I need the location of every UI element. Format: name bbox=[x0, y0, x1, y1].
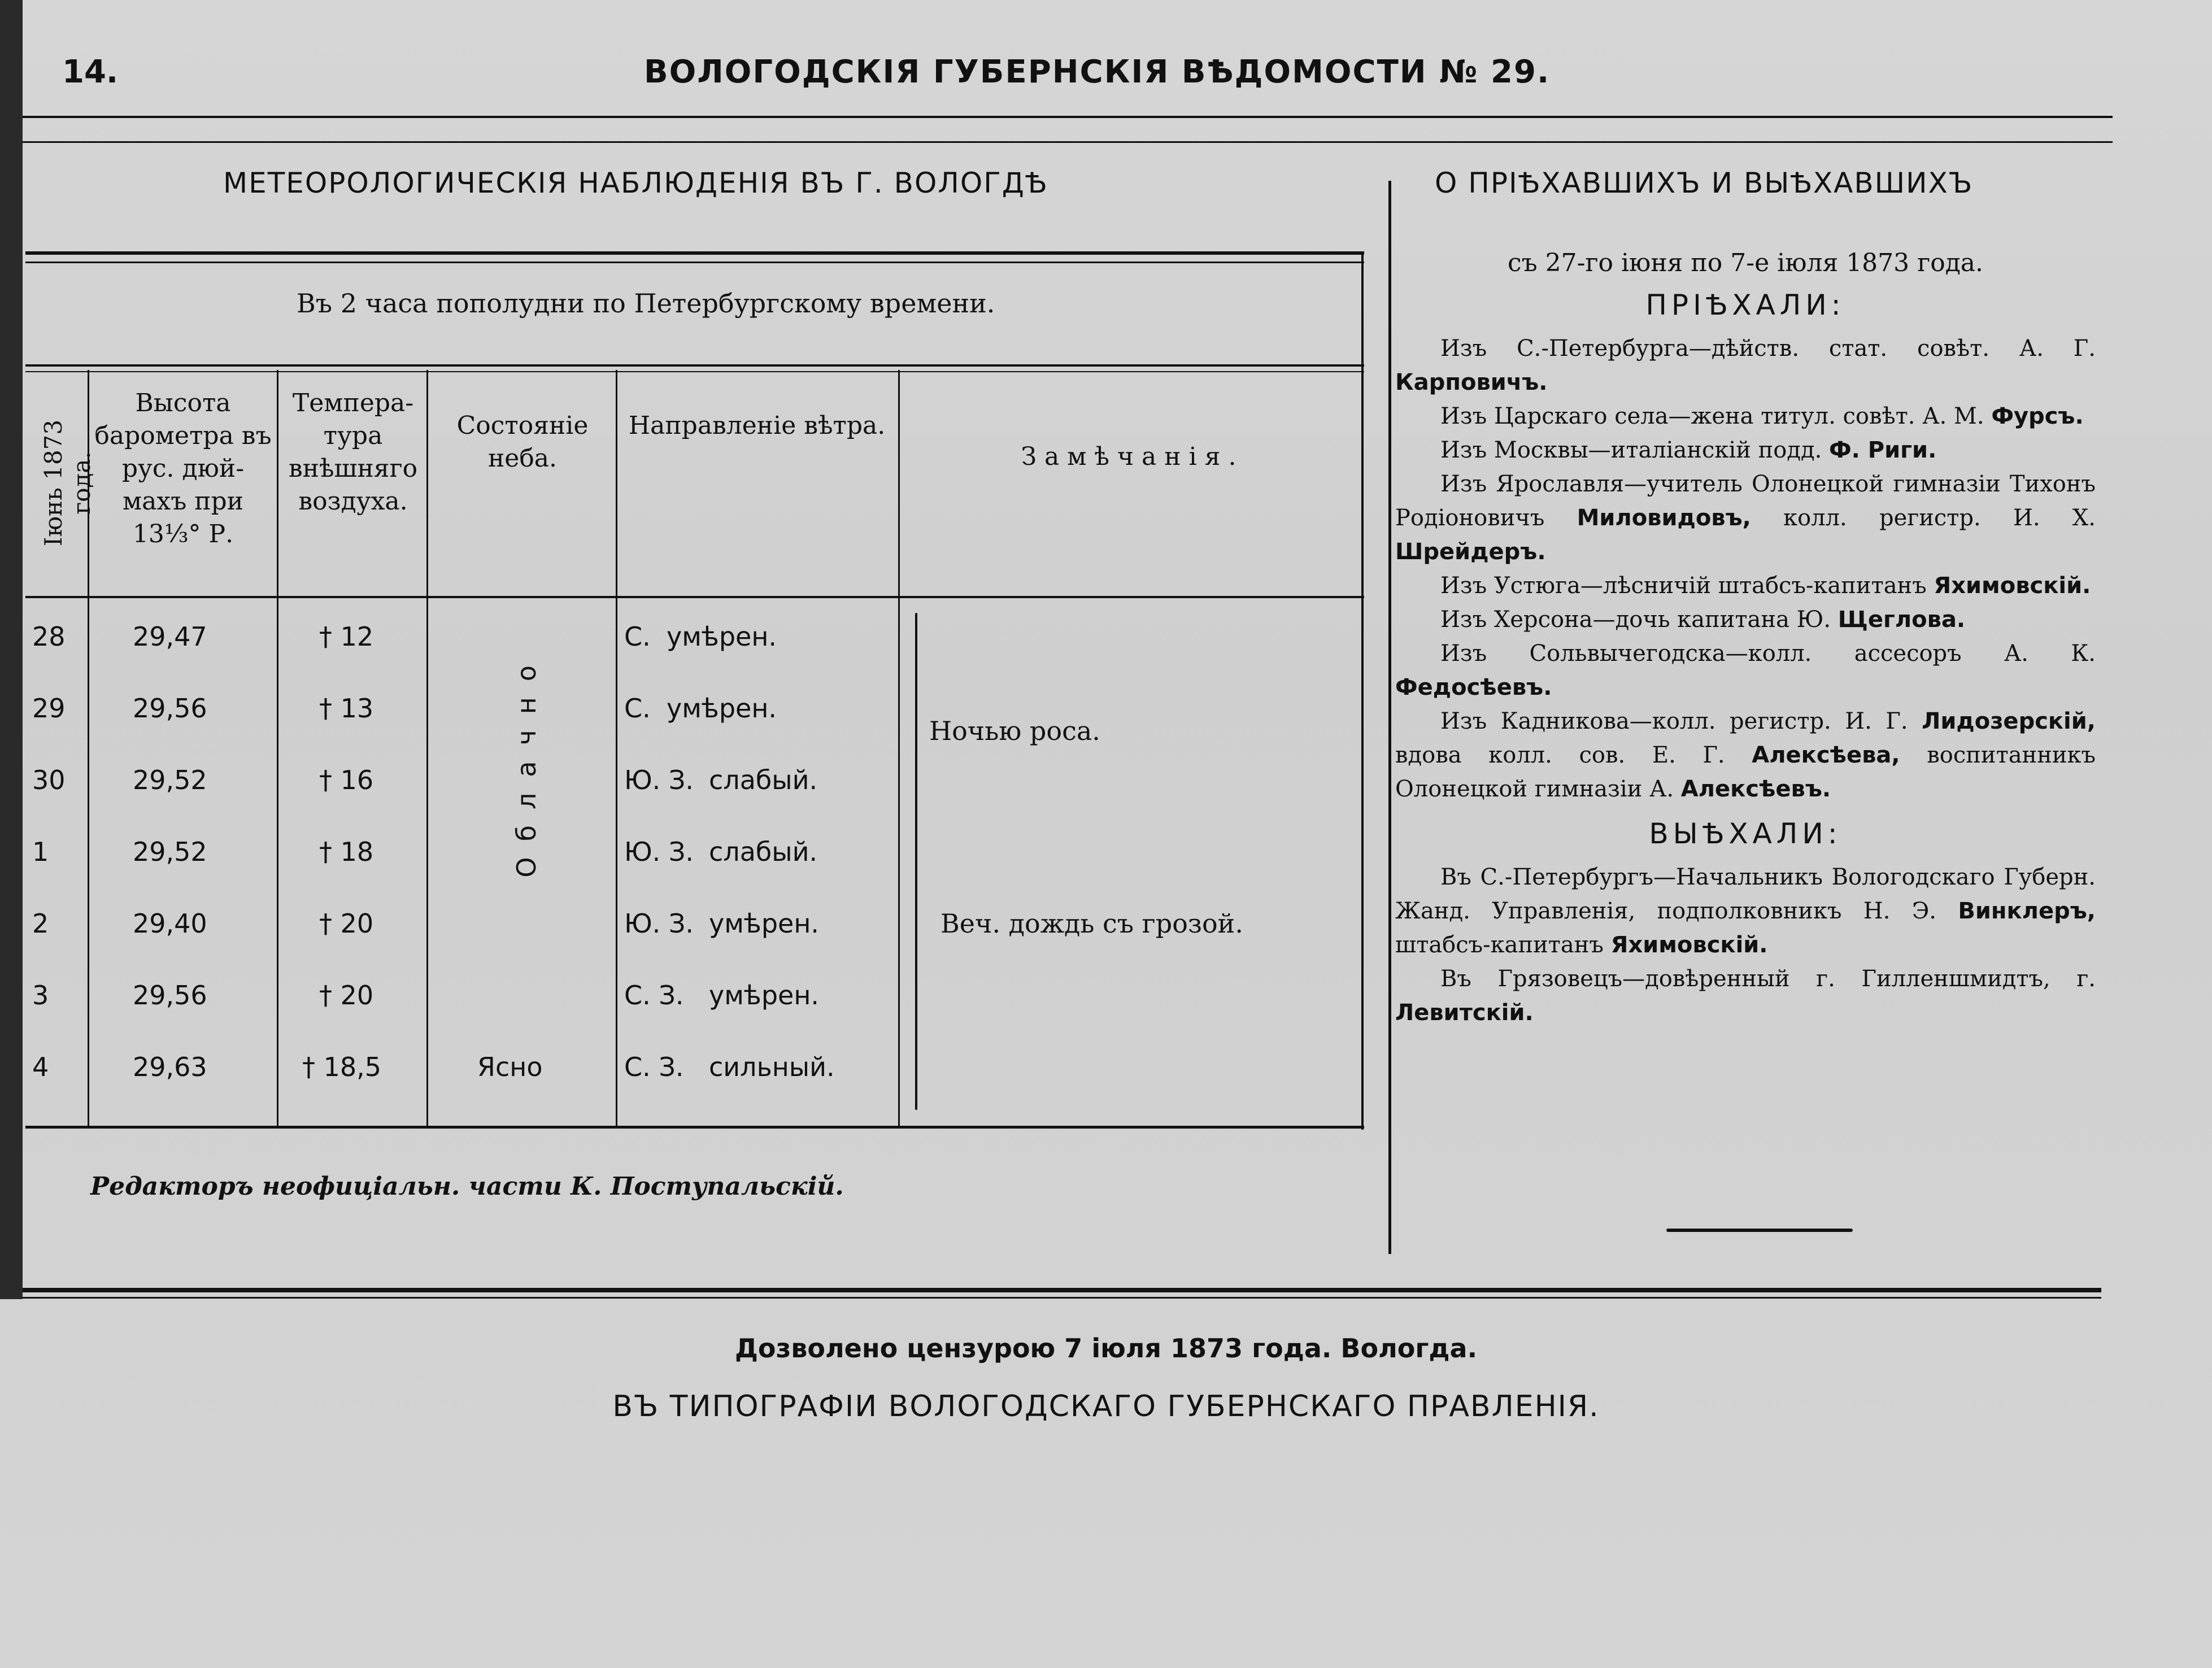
closing-swash bbox=[1666, 1229, 1853, 1232]
row-wind-direction: С. bbox=[624, 693, 651, 724]
row-barometer: 29,52 bbox=[133, 837, 207, 867]
row-date: 4 bbox=[32, 1052, 49, 1082]
person-name: Фурсъ. bbox=[1991, 403, 2084, 429]
page-header bbox=[62, 54, 2144, 99]
person-name: Ф. Риги. bbox=[1829, 437, 1937, 463]
sky-vertical-label: Облачно bbox=[511, 650, 542, 878]
row-wind-strength: умѣрен. bbox=[667, 621, 777, 652]
row-temperature: † 20 bbox=[319, 908, 374, 939]
row-remark: Веч. дождь съ грозой. bbox=[940, 908, 1243, 939]
travel-entry bbox=[1395, 569, 2096, 603]
entry-text: Изъ Москвы—италiанскiй подд. bbox=[1440, 437, 1830, 463]
row-temperature: † 12 bbox=[319, 621, 374, 652]
footer-rule-2 bbox=[23, 1297, 2101, 1299]
row-wind-strength: умѣрен. bbox=[709, 908, 820, 939]
row-date: 2 bbox=[32, 908, 49, 939]
person-name: Винклеръ, bbox=[1958, 898, 2096, 924]
row-wind-direction: С. bbox=[624, 621, 651, 652]
col-temperature-header: Темпера-тура внѣшняго воздуха. bbox=[288, 389, 418, 516]
row-temperature: † 18,5 bbox=[302, 1052, 382, 1082]
col-rule-5 bbox=[898, 370, 900, 1127]
row-wind-strength: слабый. bbox=[709, 765, 818, 795]
printing-line: ВЪ ТИПОГРАФIИ ВОЛОГОДСКАГО ГУБЕРНСКАГО ПРАВЛЕНIЯ. bbox=[612, 1390, 1600, 1423]
column-divider bbox=[1388, 181, 1391, 1254]
row-remark: Ночью роса. bbox=[929, 716, 1100, 746]
table-bottom-rule bbox=[25, 1126, 1364, 1129]
col-sky-header: Состоянiе неба. bbox=[456, 411, 589, 473]
col-barometer-header: Высота барометра въ рус. дюй-махъ при 13⅓° Р. bbox=[94, 389, 272, 548]
newspaper-title: ВОЛОГОДСКIЯ ГУБЕРНСКIЯ ВѢДОМОСТИ № 29. bbox=[644, 54, 1551, 90]
travel-entry bbox=[1395, 860, 2096, 962]
row-temperature: † 13 bbox=[319, 693, 374, 724]
row-date: 28 bbox=[32, 621, 66, 652]
travel-entry bbox=[1395, 962, 2096, 1030]
person-name: Щеглова. bbox=[1837, 607, 1966, 633]
arrived-list bbox=[1395, 332, 2096, 806]
travel-entry bbox=[1395, 704, 2096, 806]
row-date: 1 bbox=[32, 837, 49, 867]
row-barometer: 29,56 bbox=[133, 693, 207, 724]
row-wind-strength: умѣрен. bbox=[667, 693, 777, 724]
entry-text: Въ Грязовецъ—довѣренный г. Гилленшмидтъ, г. bbox=[1440, 966, 2096, 992]
row-wind-strength: умѣрен. bbox=[709, 980, 820, 1011]
row-date: 29 bbox=[32, 693, 66, 724]
entry-text: Изъ С.-Петербурга—дѣйств. стат. совѣт. А. Г. bbox=[1440, 336, 2096, 362]
header-rule-2 bbox=[23, 141, 2113, 143]
entry-text: воспитанникъ Олонецкой гимназiи А. bbox=[1395, 742, 2096, 802]
departed-list bbox=[1395, 860, 2096, 1030]
person-name: Федосѣевъ. bbox=[1395, 674, 1552, 700]
departed-heading: ВЫѢХАЛИ: bbox=[1649, 817, 1842, 850]
row-barometer: 29,40 bbox=[133, 908, 207, 939]
row-temperature: † 16 bbox=[319, 765, 374, 795]
person-name: Яхимовскiй. bbox=[1934, 573, 2091, 599]
entry-text: Изъ Сольвычегодска—колл. ассесоръ А. К. bbox=[1440, 641, 2096, 667]
entry-text: вдова колл. сов. Е. Г. bbox=[1395, 742, 1752, 768]
row-wind-direction: Ю. З. bbox=[624, 908, 694, 939]
travel-entry bbox=[1395, 332, 2096, 399]
row-wind-strength: сильный. bbox=[709, 1052, 835, 1082]
travel-entry bbox=[1395, 467, 2096, 569]
editor-line: Редакторъ неофицiальн. части К. Поступальскiй. bbox=[90, 1172, 844, 1201]
observation-caption: Въ 2 часа пополудни по Петербургскому времени. bbox=[297, 288, 995, 319]
entry-text: Изъ Устюга—лѣсничiй штабсъ-капитанъ bbox=[1440, 573, 1934, 599]
entry-text: штабсъ-капитанъ bbox=[1395, 932, 1611, 958]
person-name: Лидозерскiй, bbox=[1922, 708, 2096, 734]
period-line: съ 27-го iюня по 7-е iюля 1873 года. bbox=[1507, 249, 1984, 277]
remarks-brace bbox=[915, 613, 917, 1110]
row-date: 3 bbox=[32, 980, 49, 1011]
row-barometer: 29,52 bbox=[133, 765, 207, 795]
row-wind-direction: С. З. bbox=[624, 980, 684, 1011]
censorship-line: Дозволено цензурою 7 iюля 1873 года. Вологда. bbox=[734, 1333, 1478, 1364]
meteorology-table bbox=[25, 251, 1364, 1130]
row-temperature: † 20 bbox=[319, 980, 374, 1011]
col-date-label: Iюнь 1873 года. bbox=[40, 419, 95, 547]
caption-rule-2 bbox=[25, 371, 1364, 372]
col-rule-2 bbox=[277, 370, 278, 1127]
col-rule-4 bbox=[616, 370, 617, 1127]
page-number: 14. bbox=[62, 54, 119, 90]
person-name: Миловидовъ, bbox=[1577, 505, 1751, 531]
col-wind-header: Направленiе вѣтра. bbox=[628, 411, 886, 440]
row-temperature: † 18 bbox=[319, 837, 374, 867]
travel-entry bbox=[1395, 433, 2096, 467]
person-name: Яхимовскiй. bbox=[1610, 932, 1768, 958]
row-date: 30 bbox=[32, 765, 66, 795]
table-top-rule-2 bbox=[25, 262, 1364, 263]
row-barometer: 29,56 bbox=[133, 980, 207, 1011]
col-rule-3 bbox=[426, 370, 428, 1127]
person-name: Карповичъ. bbox=[1395, 369, 1548, 395]
travel-entry bbox=[1395, 603, 2096, 637]
meteorology-title: МЕТЕОРОЛОГИЧЕСКIЯ НАБЛЮДЕНIЯ ВЪ Г. ВОЛОГДѢ bbox=[223, 167, 1048, 199]
row-wind-direction: С. З. bbox=[624, 1052, 684, 1082]
travel-entry bbox=[1395, 399, 2096, 433]
entry-text: Въ С.-Петербургъ—Начальникъ Вологодскаго Губерн. Жанд. Управленiя, подполковникъ Н. Э. bbox=[1395, 864, 2096, 924]
person-name: Алексѣева, bbox=[1752, 742, 1900, 768]
binding-gutter bbox=[0, 0, 23, 1299]
row-barometer: 29,63 bbox=[133, 1052, 207, 1082]
arrivals-column bbox=[1395, 249, 2096, 1030]
col-date-header bbox=[25, 387, 95, 590]
person-name: Левитскiй. bbox=[1395, 1000, 1534, 1026]
footer-rule bbox=[23, 1288, 2101, 1292]
travel-entry bbox=[1395, 637, 2096, 704]
arrived-heading: ПРIѢХАЛИ: bbox=[1645, 289, 1845, 321]
caption-rule bbox=[25, 364, 1364, 367]
person-name: Шрейдеръ. bbox=[1395, 539, 1546, 565]
entry-text: Изъ Херсона—дочь капитана Ю. bbox=[1440, 607, 1838, 633]
row-wind-strength: слабый. bbox=[709, 837, 818, 867]
entry-text: колл. регистр. И. Х. bbox=[1751, 505, 2096, 531]
col-rule-6 bbox=[1361, 251, 1364, 1130]
entry-text: Изъ Царскаго села—жена титул. совѣт. А. М. bbox=[1440, 403, 1992, 429]
person-name: Алексѣевъ. bbox=[1680, 776, 1831, 802]
row-wind-direction: Ю. З. bbox=[624, 837, 694, 867]
row-sky: Ясно bbox=[477, 1052, 543, 1082]
arrivals-title: О ПРIѢХАВШИХЪ И ВЫѢХАВШИХЪ bbox=[1435, 167, 1974, 199]
header-rule bbox=[23, 116, 2113, 118]
col-remarks-header: Замѣчанiя. bbox=[1021, 442, 1244, 471]
head-bottom-rule bbox=[25, 596, 1364, 598]
table-top-rule bbox=[25, 251, 1364, 255]
row-wind-direction: Ю. З. bbox=[624, 765, 694, 795]
entry-text: Изъ Ярославля—учитель Олонецкой гимназiи Тихонъ Родiоновичъ bbox=[1395, 471, 2096, 531]
row-barometer: 29,47 bbox=[133, 621, 207, 652]
entry-text: Изъ Кадникова—колл. регистр. И. Г. bbox=[1440, 708, 1922, 734]
